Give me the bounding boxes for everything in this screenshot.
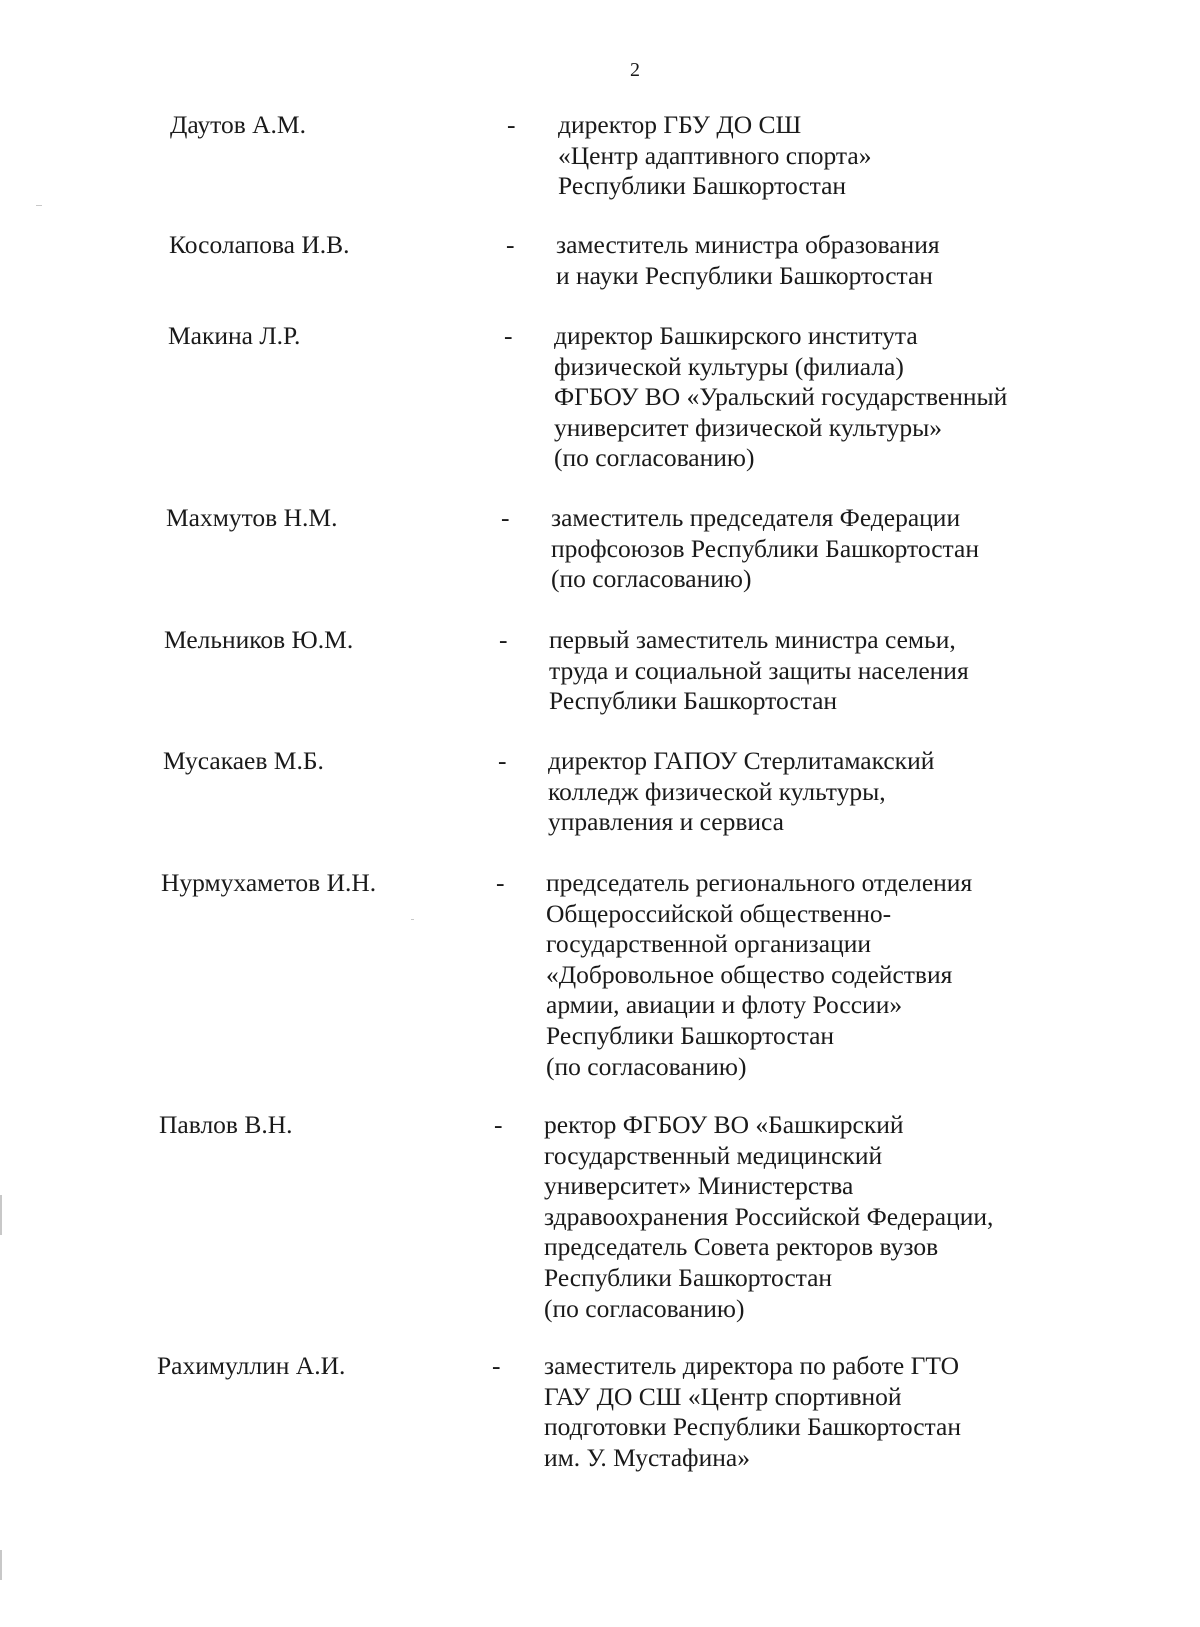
position-line: директор ГБУ ДО СШ	[558, 110, 802, 139]
position-line: (по согласованию)	[551, 564, 752, 594]
page-number: 2	[630, 59, 640, 81]
member-name: Павлов В.Н.	[159, 1110, 293, 1139]
scan-artifact	[0, 1550, 2, 1580]
scan-artifact	[0, 1195, 2, 1235]
separator-dash: -	[492, 1351, 501, 1380]
position-line: государственной организации	[546, 929, 872, 959]
member-position	[558, 110, 1098, 202]
scan-artifact	[411, 919, 414, 920]
position-line: первый заместитель министра семьи,	[549, 625, 956, 654]
position-line: Республики Башкортостан	[558, 171, 847, 201]
position-line: Республики Башкортостан	[546, 1020, 835, 1050]
position-line: Республики Башкортостан	[544, 1262, 833, 1292]
separator-dash: -	[501, 503, 510, 532]
position-line: Республики Башкортостан	[549, 686, 838, 716]
member-position	[548, 746, 1088, 838]
position-line: армии, авиации и флоту России»	[546, 990, 903, 1020]
position-line: колледж физической культуры,	[548, 776, 886, 806]
position-line: подготовки Республики Башкортостан	[544, 1412, 961, 1442]
position-line: директор ГАПОУ Стерлитамакский	[548, 746, 935, 775]
position-line: ГАУ ДО СШ «Центр спортивной	[544, 1381, 902, 1411]
position-line: председатель регионального отделения	[546, 868, 973, 897]
member-position	[546, 868, 1086, 1082]
position-line: заместитель министра образования	[556, 230, 940, 259]
position-line: заместитель директора по работе ГТО	[544, 1351, 959, 1380]
member-name: Мусакаев М.Б.	[163, 746, 324, 775]
member-name: Косолапова И.В.	[169, 230, 350, 259]
position-line: «Центр адаптивного спорта»	[558, 140, 872, 170]
separator-dash: -	[506, 230, 515, 259]
position-line: заместитель председателя Федерации	[551, 503, 961, 532]
position-line: здравоохранения Российской Федерации,	[544, 1201, 994, 1231]
position-line: физической культуры (филиала)	[554, 351, 904, 381]
member-name: Махмутов Н.М.	[166, 503, 338, 532]
separator-dash: -	[499, 625, 508, 654]
position-line: (по согласованию)	[546, 1051, 747, 1081]
separator-dash: -	[507, 110, 516, 139]
member-name: Макина Л.Р.	[168, 321, 301, 350]
member-position	[549, 625, 1089, 717]
member-position	[544, 1351, 1084, 1473]
position-line: (по согласованию)	[554, 443, 755, 473]
position-line: ФГБОУ ВО «Уральский государственный	[554, 382, 1008, 412]
member-position	[556, 230, 1096, 291]
position-line: и науки Республики Башкортостан	[556, 260, 933, 290]
separator-dash: -	[498, 746, 507, 775]
position-line: (по согласованию)	[544, 1293, 745, 1323]
separator-dash: -	[494, 1110, 503, 1139]
member-position	[551, 503, 1091, 595]
scan-artifact	[36, 205, 42, 206]
position-line: государственный медицинский	[544, 1140, 883, 1170]
member-position	[554, 321, 1094, 474]
position-line: профсоюзов Республики Башкортостан	[551, 533, 979, 563]
position-line: «Добровольное общество содействия	[546, 959, 953, 989]
position-line: труда и социальной защиты населения	[549, 655, 969, 685]
position-line: университет физической культуры»	[554, 412, 943, 442]
member-position	[544, 1110, 1084, 1324]
separator-dash: -	[496, 868, 505, 897]
position-line: управления и сервиса	[548, 807, 784, 837]
member-name: Даутов А.М.	[170, 110, 306, 139]
position-line: председатель Совета ректоров вузов	[544, 1232, 939, 1262]
member-name: Нурмухаметов И.Н.	[161, 868, 377, 897]
member-name: Рахимуллин А.И.	[157, 1351, 346, 1380]
member-name: Мельников Ю.М.	[164, 625, 354, 654]
position-line: директор Башкирского института	[554, 321, 918, 350]
position-line: им. У. Мустафина»	[544, 1442, 750, 1472]
position-line: ректор ФГБОУ ВО «Башкирский	[544, 1110, 904, 1139]
position-line: университет» Министерства	[544, 1171, 854, 1201]
separator-dash: -	[504, 321, 513, 350]
position-line: Общероссийской общественно-	[546, 898, 892, 928]
